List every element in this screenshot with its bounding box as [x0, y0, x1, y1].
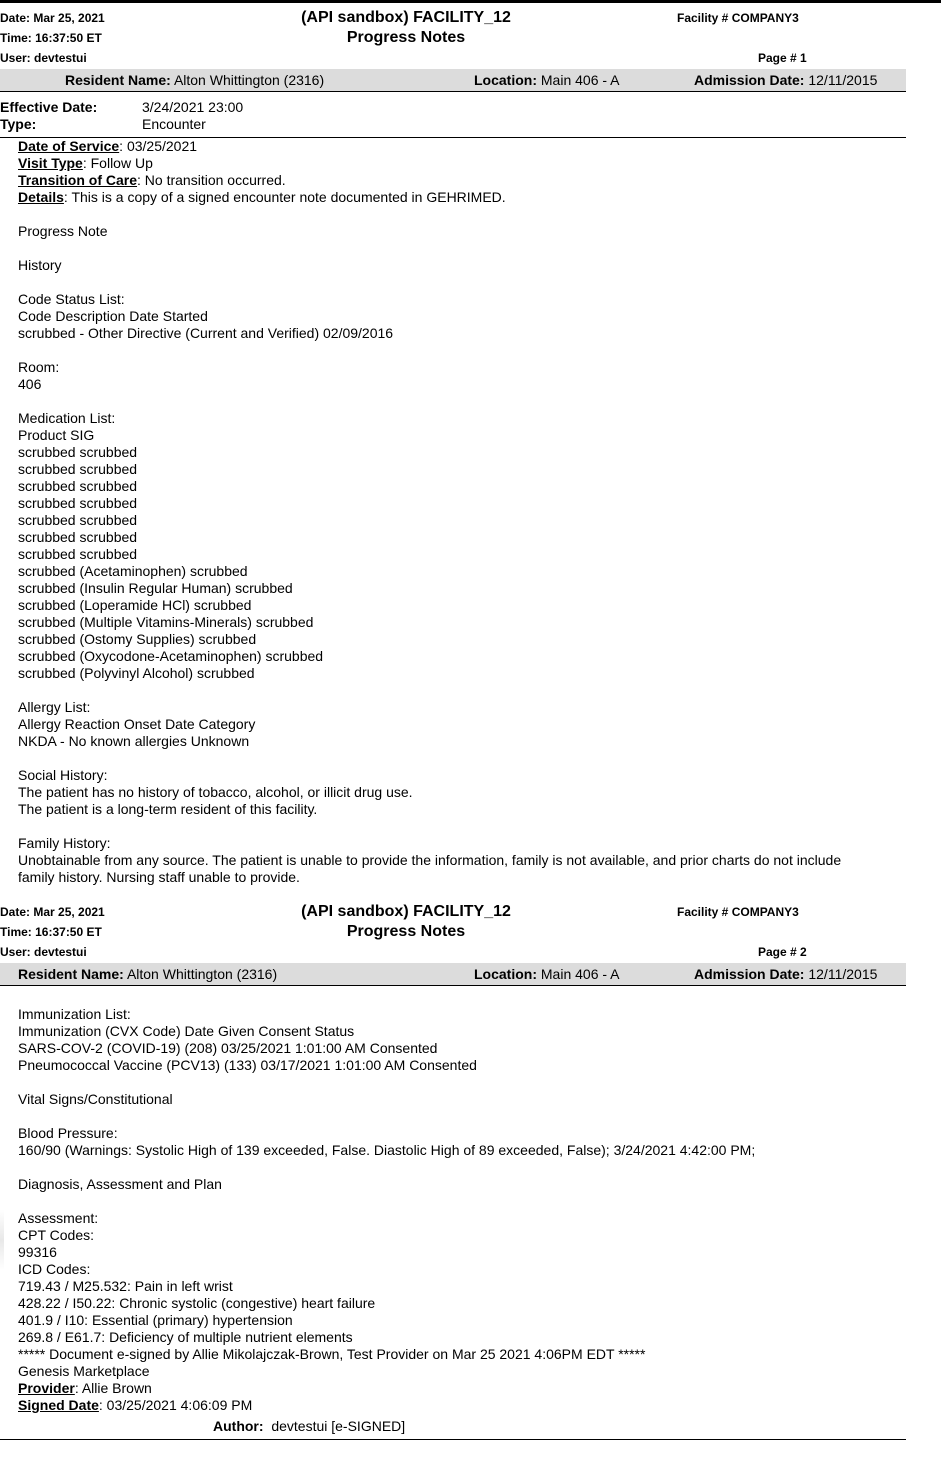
- print-user: User: devtestui: [0, 51, 87, 65]
- note-line: Genesis Marketplace: [18, 1363, 150, 1379]
- note-line: scrubbed scrubbed: [18, 529, 138, 545]
- resident-location: Location: Main 406 - A: [474, 72, 620, 88]
- resident-name: Resident Name: Alton Whittington (2316): [18, 966, 278, 982]
- note-line: Medication List:: [18, 410, 116, 426]
- note-line: The patient has no history of tobacco, alcohol, or illicit drug use.: [18, 784, 413, 800]
- page-number: Page # 2: [758, 945, 807, 959]
- note-line: scrubbed scrubbed: [18, 495, 138, 511]
- admission-date: Admission Date: 12/11/2015: [694, 72, 878, 88]
- resident-location: Location: Main 406 - A: [474, 966, 620, 982]
- date-of-service: Date of Service: 03/25/2021: [18, 138, 198, 154]
- scroll-shadow: [0, 1210, 4, 1270]
- print-date: Date: Mar 25, 2021: [0, 905, 105, 919]
- print-date: Date: Mar 25, 2021: [0, 11, 105, 25]
- note-line: scrubbed scrubbed: [18, 478, 138, 494]
- note-line: scrubbed scrubbed: [18, 444, 138, 460]
- note-line: family history. Nursing staff unable to provide.: [18, 869, 300, 885]
- note-line: Allergy Reaction Onset Date Category: [18, 716, 256, 732]
- resident-name: Resident Name: Alton Whittington (2316): [65, 72, 325, 88]
- note-line: Code Description Date Started: [18, 308, 208, 324]
- note-line: Product SIG: [18, 427, 95, 443]
- note-line: Vital Signs/Constitutional: [18, 1091, 173, 1107]
- note-line: SARS-COV-2 (COVID-19) (208) 03/25/2021 1:01:00 AM Consented: [18, 1040, 438, 1056]
- transition-of-care: Transition of Care: No transition occurred.: [18, 172, 286, 188]
- print-user: User: devtestui: [0, 945, 87, 959]
- note-line: Unobtainable from any source. The patient is unable to provide the information, family is not available, and prior charts do not include: [18, 852, 842, 868]
- note-line: 406: [18, 376, 42, 392]
- signed-date: Signed Date: 03/25/2021 4:06:09 PM: [18, 1397, 253, 1413]
- top-border: [0, 0, 941, 3]
- print-time: Time: 16:37:50 ET: [0, 925, 102, 939]
- note-line: Pneumococcal Vaccine (PCV13) (133) 03/17/2021 1:01:00 AM Consented: [18, 1057, 477, 1073]
- page-number: Page # 1: [758, 51, 807, 65]
- note-line: CPT Codes:: [18, 1227, 94, 1243]
- admission-date: Admission Date: 12/11/2015: [694, 966, 878, 982]
- note-line: scrubbed (Acetaminophen) scrubbed: [18, 563, 248, 579]
- type-value: Encounter: [142, 116, 206, 132]
- note-line: 428.22 / I50.22: Chronic systolic (congestive) heart failure: [18, 1295, 376, 1311]
- provider: Provider: Allie Brown: [18, 1380, 152, 1396]
- note-line: scrubbed (Oxycodone-Acetaminophen) scrubbed: [18, 648, 324, 664]
- effective-date-value: 3/24/2021 23:00: [142, 99, 244, 115]
- author: Author: devtestui [e-SIGNED]: [213, 1418, 406, 1434]
- note-line: Social History:: [18, 767, 108, 783]
- bottom-divider: [0, 1439, 906, 1440]
- facility-number: Facility # COMPANY3: [677, 905, 799, 919]
- facility-title: (API sandbox) FACILITY_12: [301, 903, 511, 920]
- note-line: 719.43 / M25.532: Pain in left wrist: [18, 1278, 233, 1294]
- note-line: Room:: [18, 359, 60, 375]
- facility-title: (API sandbox) FACILITY_12: [301, 9, 511, 26]
- note-line: scrubbed (Polyvinyl Alcohol) scrubbed: [18, 665, 255, 681]
- note-line: scrubbed (Insulin Regular Human) scrubbed: [18, 580, 293, 596]
- note-line: scrubbed - Other Directive (Current and Verified) 02/09/2016: [18, 325, 394, 341]
- report-title: Progress Notes: [346, 923, 466, 940]
- note-line: 99316: [18, 1244, 57, 1260]
- note-line: scrubbed (Loperamide HCl) scrubbed: [18, 597, 252, 613]
- note-line: 269.8 / E61.7: Deficiency of multiple nutrient elements: [18, 1329, 353, 1345]
- note-line: Code Status List:: [18, 291, 125, 307]
- note-line: Assessment:: [18, 1210, 99, 1226]
- note-line: ICD Codes:: [18, 1261, 91, 1277]
- note-line: Allergy List:: [18, 699, 91, 715]
- note-line: NKDA - No known allergies Unknown: [18, 733, 250, 749]
- note-line: The patient is a long-term resident of this facility.: [18, 801, 318, 817]
- print-time: Time: 16:37:50 ET: [0, 31, 102, 45]
- note-line: Diagnosis, Assessment and Plan: [18, 1176, 222, 1192]
- note-line: Family History:: [18, 835, 111, 851]
- note-line: scrubbed (Ostomy Supplies) scrubbed: [18, 631, 257, 647]
- note-line: ***** Document e-signed by Allie Mikolajczak-Brown, Test Provider on Mar 25 2021 4:06PM EDT *****: [18, 1346, 646, 1362]
- note-line: scrubbed scrubbed: [18, 461, 138, 477]
- note-line: Blood Pressure:: [18, 1125, 118, 1141]
- visit-type: Visit Type: Follow Up: [18, 155, 153, 171]
- resident-band-2: [0, 962, 906, 986]
- report-title: Progress Notes: [346, 29, 466, 46]
- type-label: Type:: [0, 116, 37, 132]
- facility-number: Facility # COMPANY3: [677, 11, 799, 25]
- effective-date-label: Effective Date:: [0, 99, 98, 115]
- note-line: Progress Note: [18, 223, 108, 239]
- resident-band-1: [0, 68, 906, 92]
- note-line: History: [18, 257, 62, 273]
- details: Details: This is a copy of a signed encounter note documented in GEHRIMED.: [18, 189, 506, 205]
- note-line: Immunization List:: [18, 1006, 131, 1022]
- note-line: scrubbed (Multiple Vitamins-Minerals) scrubbed: [18, 614, 314, 630]
- note-line: 401.9 / I10: Essential (primary) hypertension: [18, 1312, 293, 1328]
- note-line: scrubbed scrubbed: [18, 512, 138, 528]
- note-line: Immunization (CVX Code) Date Given Consent Status: [18, 1023, 355, 1039]
- note-line: 160/90 (Warnings: Systolic High of 139 exceeded, False. Diastolic High of 89 exceeded, False); 3/24/2021 4:42:00 PM;: [18, 1142, 756, 1158]
- note-line: scrubbed scrubbed: [18, 546, 138, 562]
